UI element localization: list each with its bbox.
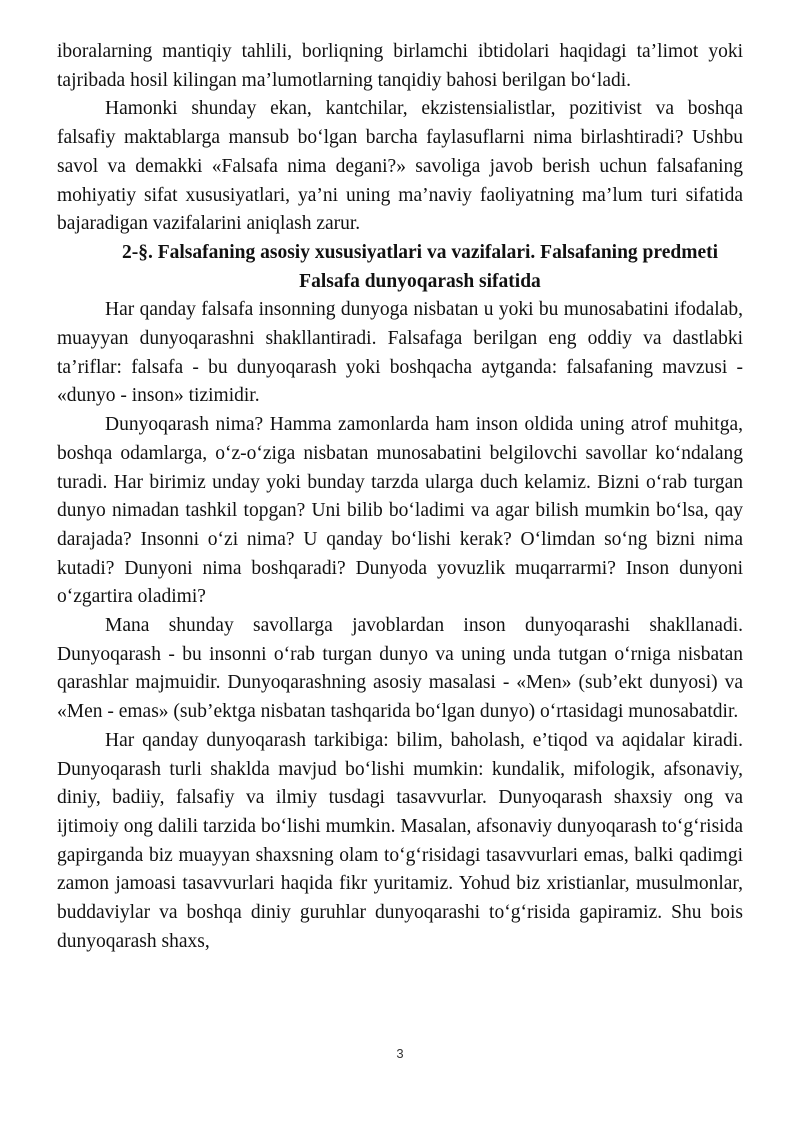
paragraph: Har qanday dunyoqarash tarkibiga: bilim, baholash, e’tiqod va aqidalar kiradi. Dunyoqarash turli shaklda mavjud bo‘lishi mumkin: kundalik, mifologik, afsonaviy, diniy, badiiy, falsafiy va ilmiy tusdagi tasavvurlar. Dunyoqarash shaxsiy ong va ijtimoiy ong dalili tarzida bo‘lishi mumkin. Masalan, afsonaviy dunyoqarash to‘g‘risida gapirganda biz muayyan shaxsning olam to‘g‘risidagi tasavvurlari emas, balki qadimgi zamon jamoasi tasavvurlari haqida fikr yuritamiz. Yohud biz xristianlar, musulmonlar, buddaviylar va boshqa diniy guruhlar dunyoqarashi to‘g‘risida gapiramiz. Shu bois dunyoqarash shaxs,: [57, 729, 743, 952]
document-page: [57, 38, 743, 957]
paragraph: Mana shunday savollarga javoblardan inson dunyoqarashi shakllanadi. Dunyoqarash - bu insonni o‘rab turgan dunyo va uning unda tutgan o‘rniga nisbatan qarashlar majmuidir. Dunyoqarashning asosiy masalasi - «Men» (sub’ekt dunyosi) va «Men - emas» (sub’ektga nisbatan tashqarida bo‘lgan dunyo) o‘rtasidagi munosabatdir.: [57, 615, 743, 723]
paragraph: Hamonki shunday ekan, kantchilar, ekzistensialistlar, pozitivist va boshqa falsafiy maktablarga mansub bo‘lgan barcha faylasuflarni nima birlashtiradi? Ushbu savol va demakki «Falsafa nima degani?» savoliga javob berish uchun falsafaning mohiyatiy sifat xususiyatlari, ya’ni uning ma’naviy faoliyatning ma’lum turi sifatida bajaradigan vazifalarini aniqlash zarur.: [57, 98, 743, 235]
subheading: Falsafa dunyoqarash sifatida: [299, 270, 541, 292]
paragraph-continued: iboralarning mantiqiy tahlili, borliqning birlamchi ibtidolari haqidagi ta’limot yoki tajribada hosil kilingan ma’lumotlarning tanqidiy bahosi berilgan bo‘ladi.: [57, 41, 743, 91]
page-number: 3: [396, 1046, 404, 1061]
paragraph: Dunyoqarash nima? Hamma zamonlarda ham inson oldida uning atrof muhitga, boshqa odamlarga, o‘z-o‘ziga nisbatan munosabatini belgilovchi savollar ko‘ndalang turadi. Har birimiz unday yoki bunday tarzda ularga duch kelamiz. Bizni o‘rab turgan dunyo nimadan tashkil topgan? Uni bilib bo‘ladimi va agar bilish mumkin bo‘lsa, qay darajada? Insonni o‘zi nima? U qanday bo‘lishi kerak? O‘limdan so‘ng bizni nima kutadi? Dunyoni nima boshqaradi? Dunyoda yovuzlik muqarrarmi? Inson dunyoni o‘zgartira oladimi?: [57, 414, 743, 608]
paragraph: Har qanday falsafa insonning dunyoga nisbatan u yoki bu munosabatini ifodalab, muayyan dunyoqarashni shakllantiradi. Falsafaga berilgan eng oddiy va dastlabki ta’riflar: falsafa - bu dunyoqarash yoki boshqacha aytganda: falsafaning mavzusi - «dunyo - inson» tizimidir.: [57, 299, 743, 407]
section-heading: 2-§. Falsafaning asosiy xususiyatlari va vazifalari. Falsafaning predmeti: [121, 241, 719, 263]
